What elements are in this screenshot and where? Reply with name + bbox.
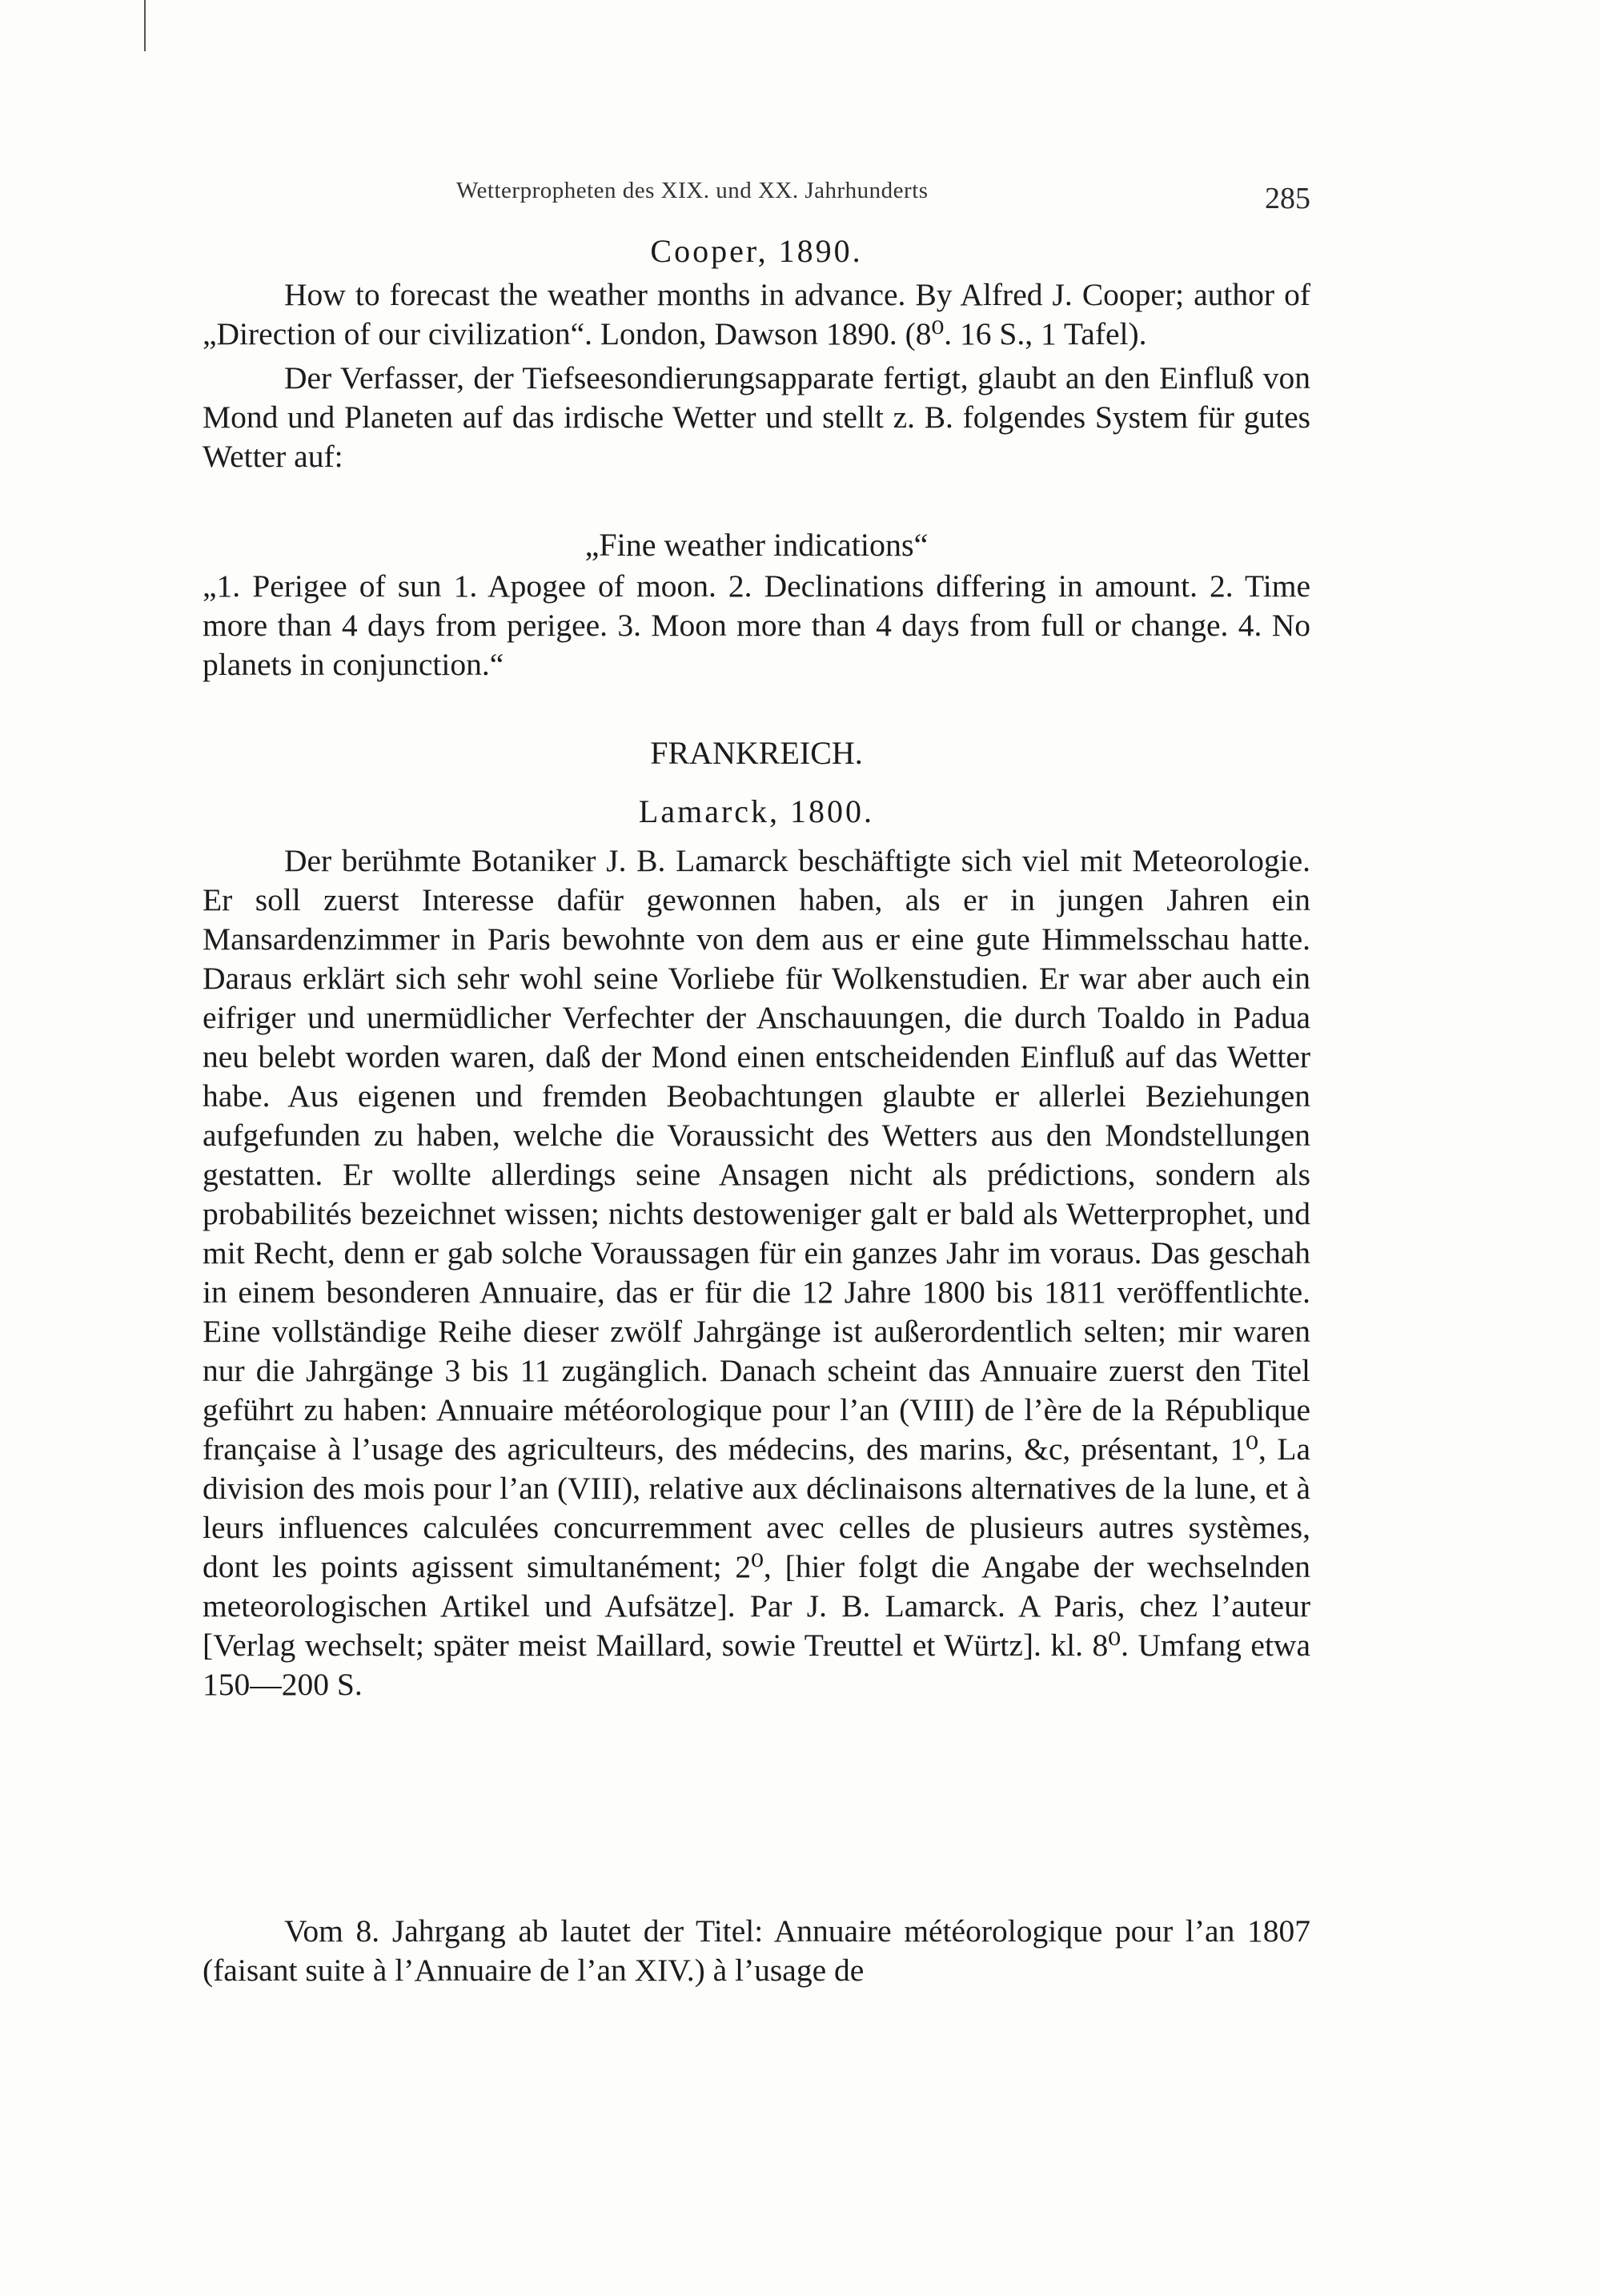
cooper-citation: How to forecast the weather months in advance. By Alfred J. Cooper; author of „Direction of our civilization“. London, Dawson 1890. (8⁰. 16 S., 1 Tafel). — [203, 277, 1310, 351]
cooper-body: Der Verfasser, der Tiefseesondierungsapparate fertigt, glaubt an den Einfluß von Mond und Planeten auf das irdische Wetter und stellt z. B. folgendes System für gutes Wetter auf: — [203, 360, 1310, 474]
vom-block — [203, 1912, 1310, 1990]
running-header: Wetterpropheten des XIX. und XX. Jahrhunderts — [456, 178, 929, 203]
section-heading-frankreich: FRANKREICH. — [650, 735, 863, 771]
fine-weather-block — [203, 567, 1310, 684]
cooper-block — [203, 275, 1310, 476]
fine-weather-heading: „Fine weather indications“ — [584, 527, 929, 563]
page-number: 285 — [1265, 182, 1310, 215]
lamarck-block — [203, 841, 1310, 1704]
fine-weather-list: „1. Perigee of sun 1. Apogee of moon. 2. Declinations differing in amount. 2. Time more than 4 days from perigee. 3. Moon more than 4 days from full or change. 4. No planets in conjunction.“ — [203, 568, 1310, 682]
cooper-heading: Cooper, 1890. — [650, 233, 863, 269]
scan-edge-line — [144, 0, 146, 51]
vom-body: Vom 8. Jahrgang ab lautet der Titel: Annuaire météorologique pour l’an 1807 (faisant suite à l’Annuaire de l’an XIV.) à l’usage de — [203, 1913, 1310, 1988]
lamarck-body: Der berühmte Botaniker J. B. Lamarck beschäftigte sich viel mit Meteorologie. Er soll zuerst Interesse dafür gewonnen haben, als er in jungen Jahren ein Mansardenzimmer in Paris bewohnte von dem aus er eine gute Himmelsschau hatte. Daraus erklärt sich sehr wohl seine Vorliebe für Wolkenstudien. Er war aber auch ein eifriger und unermüdlicher Verfechter der Anschauungen, die durch Toaldo in Padua neu belebt worden waren, daß der Mond einen entscheidenden Einfluß auf das Wetter habe. Aus eigenen und fremden Beobachtungen glaubte er allerlei Beziehungen aufgefunden zu haben, welche die Voraussicht des Wetters aus den Mondstellungen gestatten. Er wollte allerdings seine Ansagen nicht als prédictions, sondern als probabilités bezeichnet wissen; nichts destoweniger galt er bald als Wetterprophet, und mit Recht, denn er gab solche Voraussagen für ein ganzes Jahr im voraus. Das geschah in einem besonderen Annuaire, das er für die 12 Jahre 1800 bis 1811 veröffentlichte. Eine vollständige Reihe dieser zwölf Jahrgänge ist außerordentlich selten; mir waren nur die Jahrgänge 3 bis 11 zugänglich. Danach scheint das Annuaire zuerst den Titel geführt zu haben: Annuaire météorologique pour l’an (VIII) de l’ère de la République française à l’usage des agriculteurs, des médecins, des marins, &c, présentant, 1⁰, La division des mois pour l’an (VIII), relative aux déclinaisons alternatives de la lune, et à leurs influences calculées concurremment avec celles de plusieurs autres systèmes, dont les points agissent simultanément; 2⁰, [hier folgt die Angabe der wechselnden meteorologischen Artikel und Aufsätze]. Par J. B. Lamarck. A Paris, chez l’auteur [Verlag wechselt; später meist Maillard, sowie Treuttel et Würtz]. kl. 8⁰. Umfang etwa 150—200 S. — [203, 843, 1310, 1702]
lamarck-heading: Lamarck, 1800. — [638, 793, 875, 829]
